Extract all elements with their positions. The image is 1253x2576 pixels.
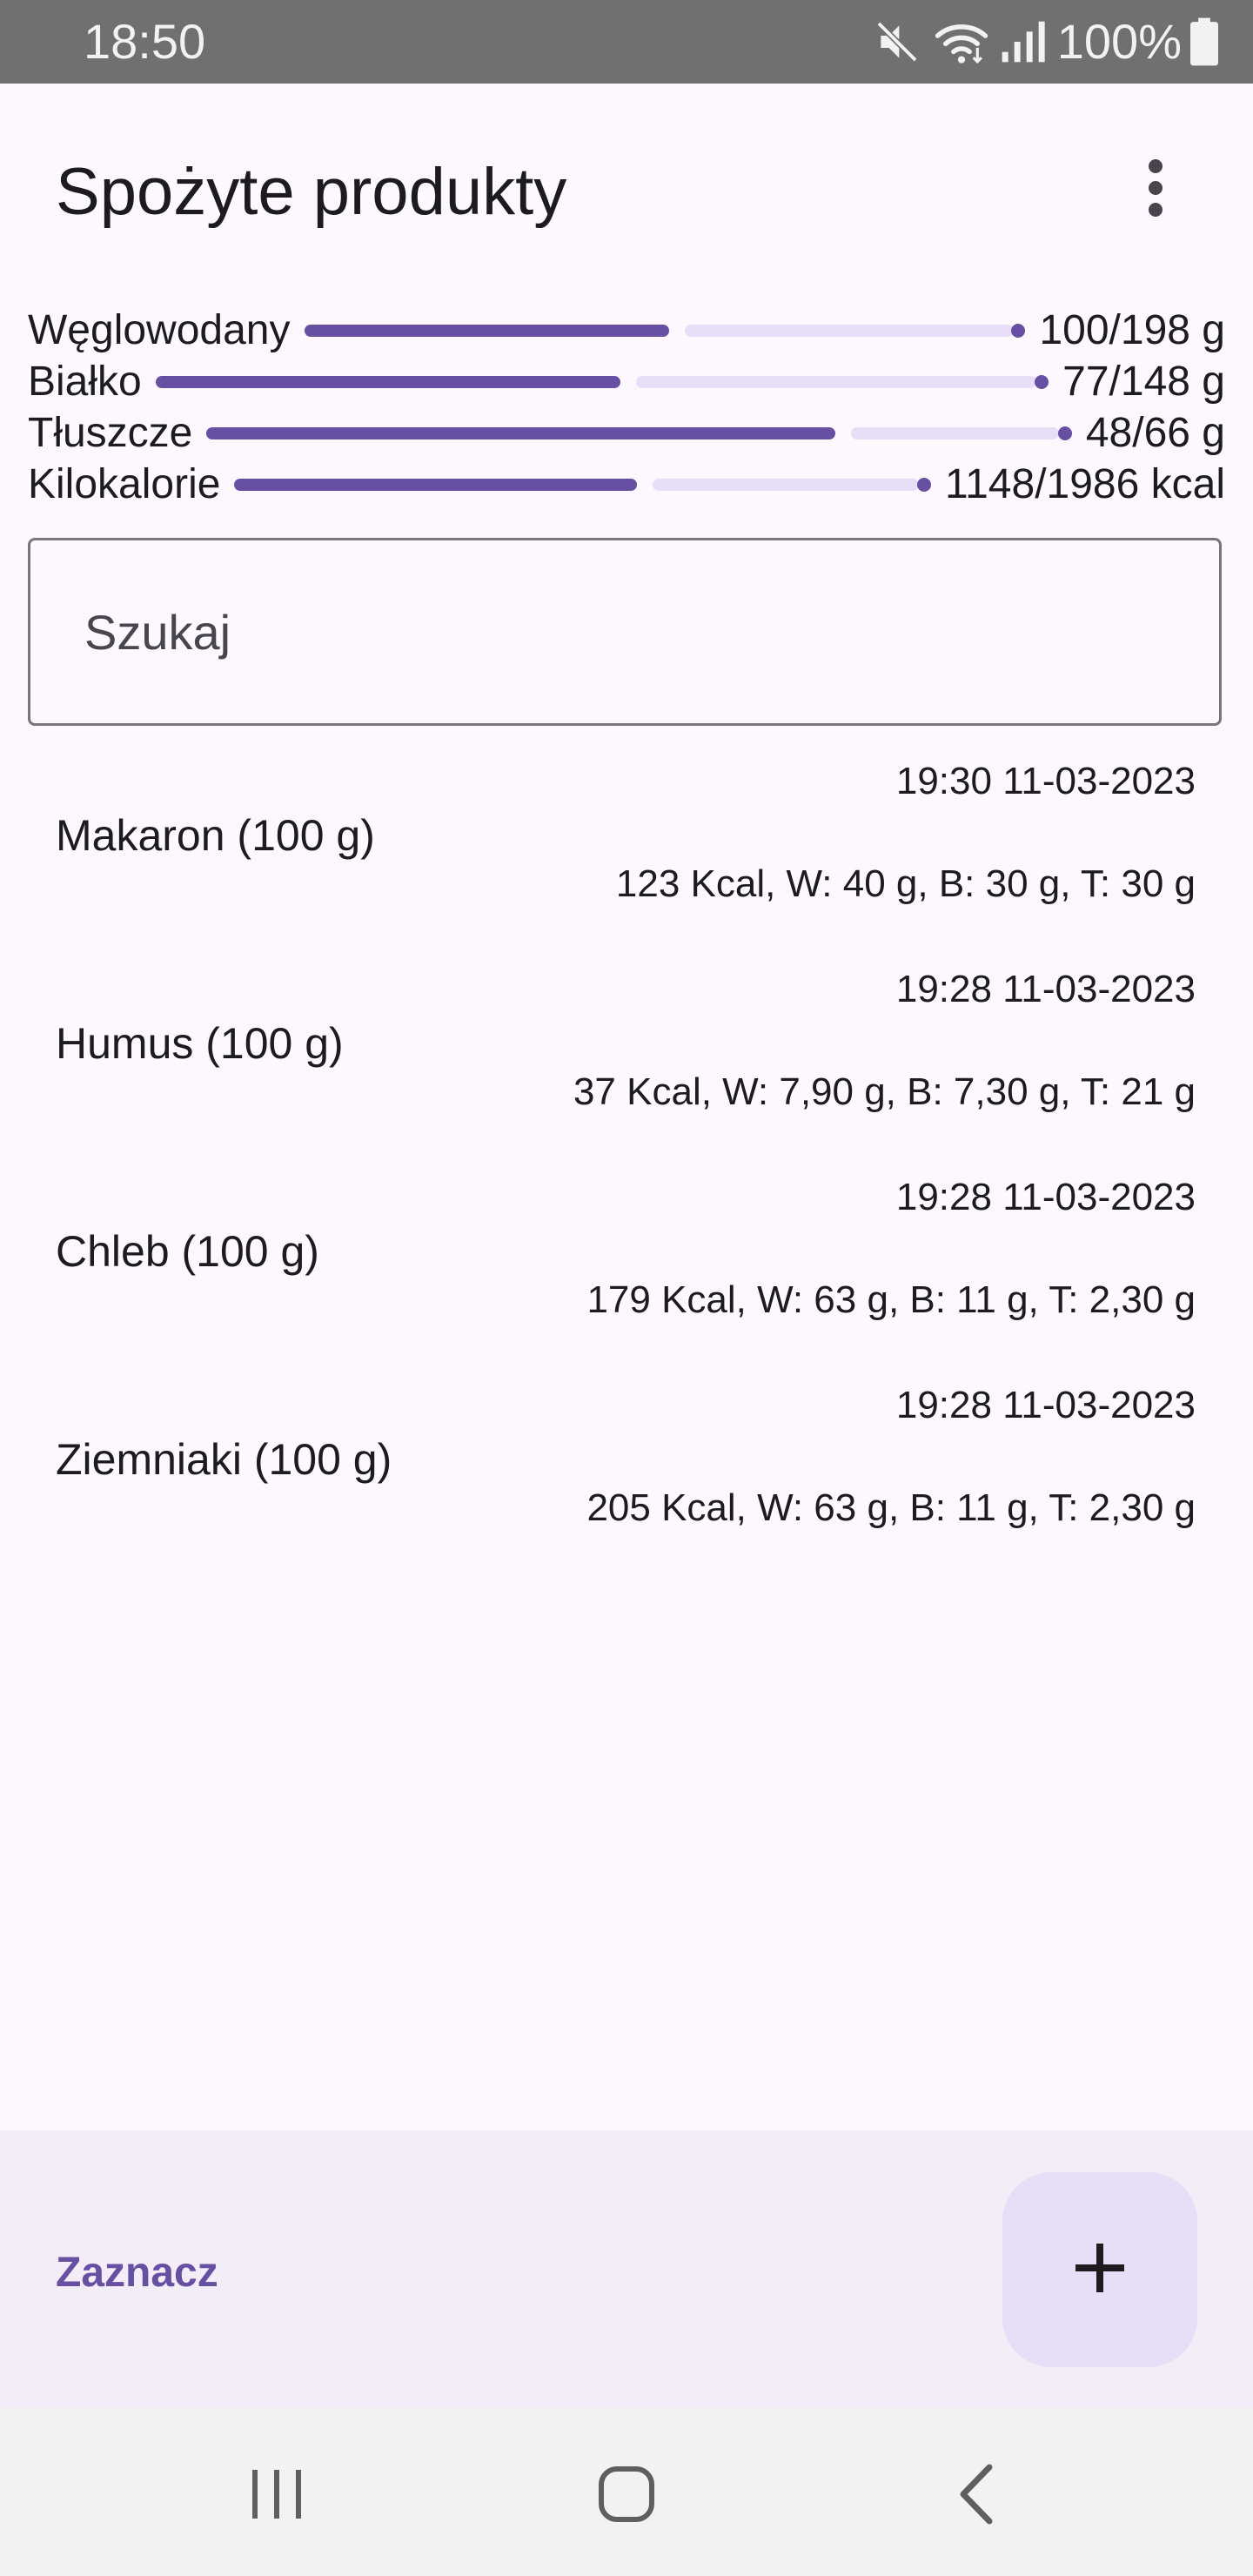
home-icon <box>597 2465 656 2528</box>
macro-fill <box>234 479 637 491</box>
battery-percent: 100% <box>1056 14 1182 69</box>
more-vert-icon <box>1145 158 1166 223</box>
product-timestamp: 19:28 11-03-2023 <box>895 1384 1196 1426</box>
macro-value: 77/148 g <box>1062 359 1225 405</box>
macro-value: 1148/1986 kcal <box>944 461 1225 507</box>
recents-icon <box>249 2466 305 2526</box>
product-timestamp: 19:30 11-03-2023 <box>895 760 1196 802</box>
product-name: Makaron (100 g) <box>56 811 375 860</box>
macro-fill <box>156 376 620 388</box>
macro-row-protein <box>28 356 1225 407</box>
signal-icon <box>1000 17 1045 66</box>
macro-stop-indicator <box>1035 375 1049 389</box>
macro-label: Kilokalorie <box>28 461 221 507</box>
macro-track <box>653 479 919 491</box>
search-input[interactable] <box>28 538 1222 726</box>
product-nutrition: 123 Kcal, W: 40 g, B: 30 g, T: 30 g <box>615 862 1196 905</box>
bottom-app-bar <box>0 2130 1253 2407</box>
status-time: 18:50 <box>84 14 206 69</box>
wifi-icon <box>934 17 989 66</box>
select-button[interactable]: Zaznacz <box>56 2250 218 2296</box>
macro-progress-bar <box>234 479 931 491</box>
product-name: Chleb (100 g) <box>56 1227 319 1276</box>
product-timestamp: 19:28 11-03-2023 <box>895 968 1196 1010</box>
list-item[interactable] <box>0 747 1253 955</box>
macro-stop-indicator <box>917 478 931 492</box>
macro-progress-bar <box>305 325 1026 337</box>
macro-row-carbs <box>28 305 1225 356</box>
macro-progress-bar <box>156 376 1049 388</box>
macro-summary <box>28 305 1225 510</box>
macro-fill <box>206 427 835 439</box>
status-bar <box>0 0 1253 84</box>
product-name: Ziemniaki (100 g) <box>56 1435 392 1484</box>
more-options-button[interactable] <box>1121 155 1190 225</box>
add-product-button[interactable] <box>1002 2172 1197 2367</box>
macro-fill <box>305 325 669 337</box>
macro-stop-indicator <box>1058 426 1072 440</box>
back-button[interactable] <box>933 2452 1020 2539</box>
macro-value: 48/66 g <box>1085 410 1225 456</box>
list-item[interactable] <box>0 1371 1253 1579</box>
mute-icon <box>873 17 921 66</box>
macro-progress-bar <box>206 427 1071 439</box>
macro-track <box>685 325 1014 337</box>
product-timestamp: 19:28 11-03-2023 <box>895 1176 1196 1218</box>
app-bar <box>0 84 1253 301</box>
macro-label: Tłuszcze <box>28 410 193 456</box>
macro-value: 100/198 g <box>1039 307 1225 353</box>
macro-row-calories <box>28 459 1225 510</box>
status-icons <box>873 12 1218 71</box>
product-name: Humus (100 g) <box>56 1019 344 1068</box>
list-item[interactable] <box>0 1163 1253 1371</box>
battery-icon <box>1190 17 1218 66</box>
page-title: Spożyte produkty <box>56 155 567 229</box>
back-icon <box>955 2464 998 2529</box>
macro-row-fat <box>28 407 1225 459</box>
product-nutrition: 205 Kcal, W: 63 g, B: 11 g, T: 2,30 g <box>586 1486 1196 1529</box>
macro-stop-indicator <box>1011 324 1025 338</box>
home-button[interactable] <box>583 2452 670 2539</box>
macro-label: Węglowodany <box>28 307 291 353</box>
product-nutrition: 179 Kcal, W: 63 g, B: 11 g, T: 2,30 g <box>586 1278 1196 1321</box>
macro-track <box>636 376 1036 388</box>
list-item[interactable] <box>0 955 1253 1163</box>
add-icon <box>1074 2242 1126 2298</box>
product-nutrition: 37 Kcal, W: 7,90 g, B: 7,30 g, T: 21 g <box>573 1070 1196 1113</box>
system-navigation-bar <box>0 2407 1253 2576</box>
recents-button[interactable] <box>233 2452 320 2539</box>
product-list <box>0 747 1253 1579</box>
macro-track <box>851 427 1059 439</box>
macro-label: Białko <box>28 359 142 405</box>
